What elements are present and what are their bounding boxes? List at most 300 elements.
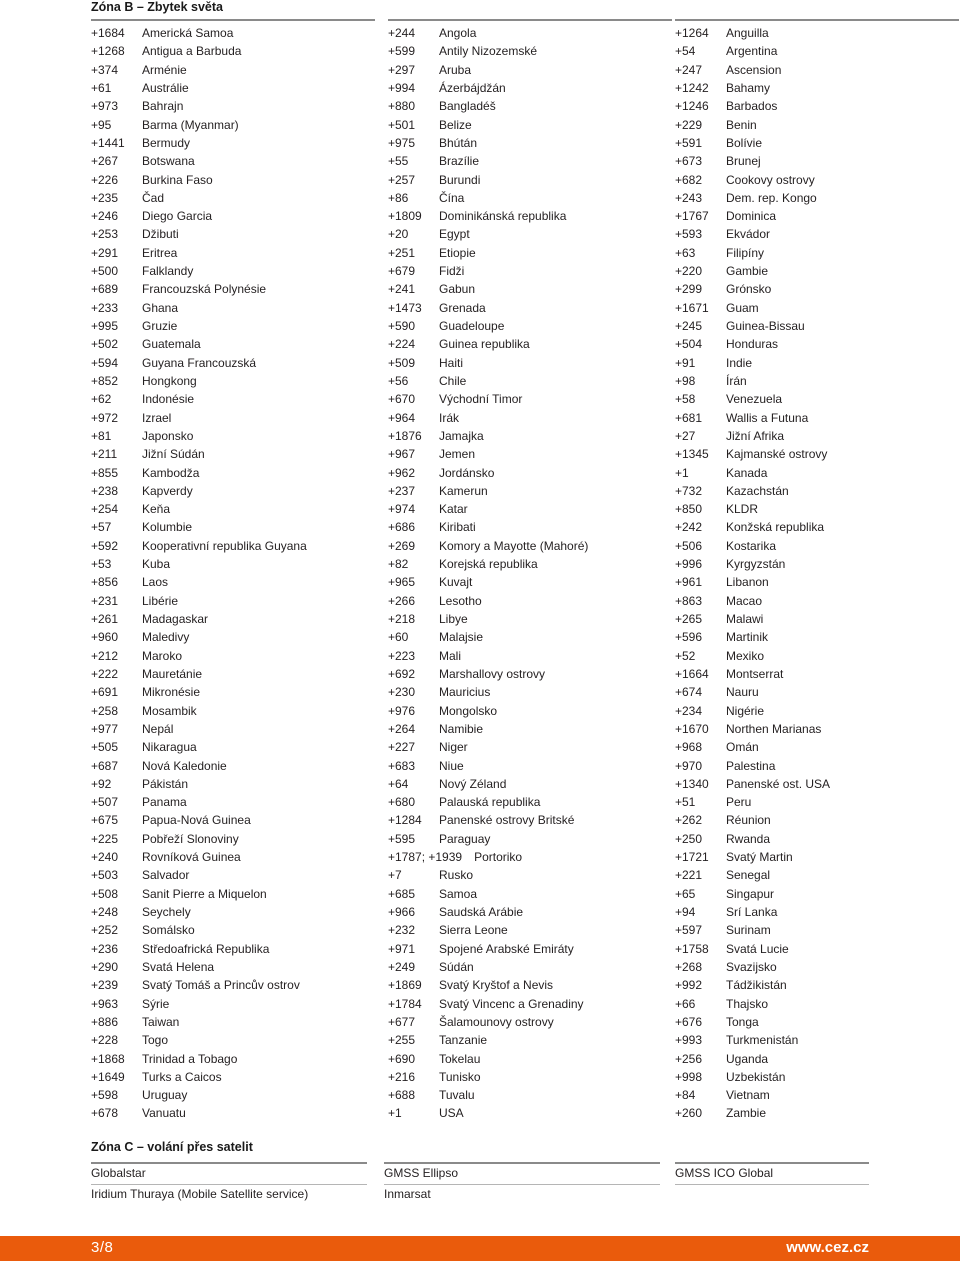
country-name: Východní Timor <box>439 392 523 407</box>
country-row <box>388 555 672 573</box>
country-row <box>675 1031 959 1049</box>
country-name: Mexiko <box>726 648 765 663</box>
country-row <box>91 335 375 353</box>
country-row <box>91 152 375 170</box>
country-row <box>91 647 375 665</box>
country-row <box>388 464 672 482</box>
country-name: Thajsko <box>726 996 769 1011</box>
country-name: Svazijsko <box>726 959 777 974</box>
country-name: Anguilla <box>726 26 769 40</box>
country-name: Turkmenistán <box>726 1033 799 1048</box>
country-row <box>388 738 672 756</box>
country-name: Svatý Kryštof a Nevis <box>439 978 554 993</box>
country-row <box>91 500 375 518</box>
country-row <box>388 537 672 555</box>
country-name: Grónsko <box>726 282 772 297</box>
dial-code: +1 <box>388 1106 402 1121</box>
dial-code: +251 <box>388 245 416 260</box>
dial-code: +63 <box>675 245 696 260</box>
country-name: Svatá Lucie <box>726 941 789 956</box>
country-row <box>388 610 672 628</box>
dial-code: +596 <box>675 630 703 645</box>
dial-code: +965 <box>388 575 416 590</box>
satellite-service: Globalstar <box>91 1166 146 1180</box>
country-row <box>91 811 375 829</box>
country-row <box>675 665 959 683</box>
zone-c-column-3 <box>675 1162 869 1185</box>
country-name: Bhútán <box>439 135 478 150</box>
dial-code: +252 <box>91 923 119 938</box>
dial-code: +237 <box>388 483 416 498</box>
dial-code: +992 <box>675 978 703 993</box>
dial-code: +880 <box>388 99 416 114</box>
country-name: Bermudy <box>142 135 191 150</box>
country-row <box>675 335 959 353</box>
country-row <box>675 445 959 463</box>
dial-code: +592 <box>91 538 119 553</box>
dial-code: +254 <box>91 502 119 517</box>
country-row <box>675 610 959 628</box>
country-name: Paraguay <box>439 831 491 846</box>
dial-code: +239 <box>91 978 119 993</box>
country-row <box>91 683 375 701</box>
dial-code: +84 <box>675 1088 696 1103</box>
country-name: Tokelau <box>439 1051 481 1066</box>
dial-code: +1473 <box>388 300 422 315</box>
country-row <box>675 24 959 42</box>
country-row <box>91 628 375 646</box>
country-row <box>675 995 959 1013</box>
country-name: Egypt <box>439 227 470 242</box>
zone-c-column-1 <box>91 1162 367 1204</box>
country-name: Etiopie <box>439 245 476 260</box>
dial-code: +507 <box>91 795 119 810</box>
country-name: Ázerbájdžán <box>439 80 506 95</box>
country-row <box>675 592 959 610</box>
country-name: Eritrea <box>142 245 178 260</box>
country-name: Nigérie <box>726 703 765 718</box>
country-row <box>675 354 959 372</box>
country-row <box>388 280 672 298</box>
country-name: Saudská Arábie <box>439 905 524 919</box>
country-name: Kiribati <box>439 520 476 535</box>
country-name: Dominikánská republika <box>439 209 567 224</box>
country-name: Kajmanské ostrovy <box>726 447 828 462</box>
country-name: Madagaskar <box>142 612 209 626</box>
dial-code: +65 <box>675 886 696 901</box>
country-row <box>675 738 959 756</box>
country-name: Fidži <box>439 264 465 279</box>
country-row <box>91 207 375 225</box>
country-row <box>675 189 959 207</box>
dial-code: +1684 <box>91 26 125 40</box>
page-number: 3/8 <box>91 1239 114 1256</box>
country-name: Barbados <box>726 99 778 114</box>
country-name: Marshallovy ostrovy <box>439 666 546 681</box>
country-row <box>675 537 959 555</box>
country-row <box>388 225 672 243</box>
country-row <box>91 1050 375 1068</box>
country-row <box>388 665 672 683</box>
country-row <box>675 1104 959 1122</box>
country-name: Pobřeží Slonoviny <box>142 831 239 846</box>
dial-code: +687 <box>91 758 119 773</box>
country-row <box>675 848 959 866</box>
country-name: Salvador <box>142 868 190 883</box>
dial-code: +1671 <box>675 300 709 315</box>
country-name: Trinidad a Tobago <box>142 1051 238 1066</box>
country-name: Guinea-Bissau <box>726 319 805 333</box>
country-row <box>675 299 959 317</box>
country-row <box>675 1068 959 1086</box>
country-name: Uruguay <box>142 1088 188 1103</box>
country-row <box>388 921 672 939</box>
country-name: Ascension <box>726 62 782 77</box>
dial-code: +995 <box>91 319 119 333</box>
dial-code: +260 <box>675 1106 703 1121</box>
country-row <box>675 757 959 775</box>
dial-code: +264 <box>388 721 416 736</box>
country-name: Komory a Mayotte (Mahoré) <box>439 538 589 553</box>
country-name: Panenské ostrovy Britské <box>439 813 575 828</box>
dial-code: +7 <box>388 868 402 883</box>
country-name: Kyrgyzstán <box>726 557 786 572</box>
dial-code: +269 <box>388 538 416 553</box>
dial-code: +266 <box>388 593 416 608</box>
country-name: Rovníková Guinea <box>142 850 241 865</box>
country-row <box>388 409 672 427</box>
dial-code: +27 <box>675 428 696 443</box>
country-row <box>91 757 375 775</box>
dial-code: +686 <box>388 520 416 535</box>
country-name: Nikaragua <box>142 740 197 755</box>
country-name: Mali <box>439 648 462 663</box>
dial-code: +56 <box>388 373 409 388</box>
country-name: Kuvajt <box>439 575 473 590</box>
country-row <box>91 1104 375 1122</box>
country-row <box>675 116 959 134</box>
dial-code: +674 <box>675 685 703 700</box>
country-row <box>675 409 959 427</box>
dial-code: +212 <box>91 648 119 663</box>
zone-c-title: Zóna C – volání přes satelit <box>91 1140 253 1154</box>
country-name: Libye <box>439 612 468 626</box>
country-row <box>675 885 959 903</box>
country-row <box>675 134 959 152</box>
country-name: Turks a Caicos <box>142 1069 222 1084</box>
dial-code: +230 <box>388 685 416 700</box>
country-row <box>675 940 959 958</box>
country-row <box>388 262 672 280</box>
country-name: Wallis a Futuna <box>726 410 809 425</box>
dial-code: +973 <box>91 99 119 114</box>
country-row <box>91 573 375 591</box>
country-name: Somálsko <box>142 923 195 938</box>
country-name: Jižní Súdán <box>142 447 205 462</box>
country-name: Palestina <box>726 758 776 773</box>
country-row <box>91 116 375 134</box>
country-row <box>675 372 959 390</box>
dial-code: +240 <box>91 850 119 865</box>
dial-code: +593 <box>675 227 703 242</box>
dial-code: +1809 <box>388 209 422 224</box>
country-name: Kamerun <box>439 483 488 498</box>
dial-code: +220 <box>675 264 703 279</box>
country-name: Arménie <box>142 62 187 77</box>
country-row <box>91 940 375 958</box>
country-row <box>91 244 375 262</box>
country-name: Džibuti <box>142 227 179 242</box>
country-row <box>388 116 672 134</box>
dial-code: +226 <box>91 172 119 187</box>
dial-code: +975 <box>388 135 416 150</box>
country-row <box>388 1104 672 1122</box>
zone-c-column-2 <box>384 1162 660 1204</box>
country-name: Kambodža <box>142 465 200 480</box>
dial-code: +1868 <box>91 1051 125 1066</box>
dial-code: +960 <box>91 630 119 645</box>
country-name: Irák <box>439 410 460 425</box>
dial-code: +732 <box>675 483 703 498</box>
country-row <box>388 1031 672 1049</box>
dial-code: +243 <box>675 190 703 205</box>
dial-code: +95 <box>91 117 112 132</box>
dial-code: +253 <box>91 227 119 242</box>
country-name: Réunion <box>726 813 771 828</box>
country-row <box>675 482 959 500</box>
country-name: Pákistán <box>142 776 189 791</box>
country-name: Nová Kaledonie <box>142 758 227 773</box>
dial-code: +505 <box>91 740 119 755</box>
dial-code: +62 <box>91 392 112 407</box>
dial-code: +964 <box>388 410 416 425</box>
country-name: Středoafrická Republika <box>142 941 270 956</box>
country-name: Tádžikistán <box>726 978 787 993</box>
dial-code: +1242 <box>675 80 709 95</box>
country-row <box>388 940 672 958</box>
dial-code: +961 <box>675 575 703 590</box>
dial-code: +222 <box>91 666 119 681</box>
country-name: Guadeloupe <box>439 319 505 333</box>
dial-code: +677 <box>388 1014 416 1029</box>
country-name: Belize <box>439 117 472 132</box>
dial-code: +291 <box>91 245 119 260</box>
country-name: Taiwan <box>142 1014 180 1029</box>
satellite-service: GMSS Ellipso <box>384 1166 459 1180</box>
country-name: Angola <box>439 26 477 40</box>
dial-code: +504 <box>675 337 703 352</box>
country-row <box>388 244 672 262</box>
country-row <box>388 390 672 408</box>
country-name: Surinam <box>726 923 771 938</box>
country-row <box>388 811 672 829</box>
dial-code: +675 <box>91 813 119 828</box>
country-row <box>388 97 672 115</box>
country-row <box>388 24 672 42</box>
country-row <box>91 885 375 903</box>
country-name: Libérie <box>142 593 179 608</box>
country-row <box>388 1068 672 1086</box>
country-row <box>388 445 672 463</box>
country-name: Portoriko <box>474 850 523 865</box>
country-row <box>388 207 672 225</box>
country-name: Svatá Helena <box>142 959 215 974</box>
country-name: Gruzie <box>142 319 178 333</box>
dial-code: +676 <box>675 1014 703 1029</box>
country-row <box>91 866 375 884</box>
dial-code: +1441 <box>91 135 125 150</box>
country-name: Bahrajn <box>142 99 184 114</box>
country-name: Brunej <box>726 154 761 169</box>
dial-code: +685 <box>388 886 416 901</box>
dial-code: +994 <box>388 80 416 95</box>
country-name: Palauská republika <box>439 795 541 810</box>
country-row <box>91 793 375 811</box>
country-row <box>91 610 375 628</box>
country-row <box>91 1068 375 1086</box>
country-name: Cookovy ostrovy <box>726 172 815 187</box>
country-name: Sanit Pierre a Miquelon <box>142 886 267 901</box>
country-name: Argentina <box>726 44 778 59</box>
country-name: Rwanda <box>726 831 771 846</box>
country-row <box>675 958 959 976</box>
country-name: Japonsko <box>142 428 194 443</box>
country-row <box>91 280 375 298</box>
dial-code: +211 <box>91 447 118 462</box>
country-name: Martinik <box>726 630 769 645</box>
dial-code: +247 <box>675 62 703 77</box>
country-row <box>675 61 959 79</box>
country-row <box>388 189 672 207</box>
dial-code: +256 <box>675 1051 703 1066</box>
dial-code: +60 <box>388 630 409 645</box>
dial-code: +224 <box>388 337 416 352</box>
country-name: Uganda <box>726 1051 769 1066</box>
country-name: Haiti <box>439 355 464 370</box>
country-name: Sierra Leone <box>439 923 508 938</box>
dial-code: +1767 <box>675 209 709 224</box>
dial-code: +54 <box>675 44 696 59</box>
dial-code: +52 <box>675 648 696 663</box>
dial-code: +81 <box>91 428 112 443</box>
country-row <box>675 903 959 921</box>
dial-code: +591 <box>675 135 703 150</box>
country-row <box>675 1086 959 1104</box>
country-name: Niger <box>439 740 468 755</box>
country-name: Kostarika <box>726 538 777 553</box>
country-name: Tuvalu <box>439 1088 475 1103</box>
dial-code: +216 <box>388 1069 416 1084</box>
dial-code: +235 <box>91 190 119 205</box>
country-name: Tanzanie <box>439 1033 488 1048</box>
country-name: Senegal <box>726 868 771 883</box>
country-name: Filipíny <box>726 245 765 260</box>
country-name: Jordánsko <box>439 465 495 480</box>
dial-code: +886 <box>91 1014 119 1029</box>
dial-code: +258 <box>91 703 119 718</box>
dial-code: +94 <box>675 905 696 919</box>
website-link[interactable]: www.cez.cz <box>786 1239 869 1256</box>
dial-code: +61 <box>91 80 112 95</box>
country-row <box>675 811 959 829</box>
country-name: Jižní Afrika <box>726 428 785 443</box>
country-row <box>675 42 959 60</box>
dial-code: +297 <box>388 62 416 77</box>
country-name: Honduras <box>726 337 779 352</box>
country-name: Chile <box>439 373 467 388</box>
country-name: Kazachstán <box>726 483 789 498</box>
dial-code: +688 <box>388 1088 416 1103</box>
country-name: Guam <box>726 300 759 315</box>
country-row <box>388 995 672 1013</box>
dial-code: +852 <box>91 373 119 388</box>
country-name: Kapverdy <box>142 483 193 498</box>
country-row <box>91 171 375 189</box>
country-row <box>675 921 959 939</box>
country-name: Guyana Francouzská <box>142 355 257 370</box>
country-name: Kuba <box>142 557 171 572</box>
country-row <box>91 555 375 573</box>
country-row <box>675 1050 959 1068</box>
dial-code: +673 <box>675 154 703 169</box>
dial-code: +968 <box>675 740 703 755</box>
dial-code: +594 <box>91 355 119 370</box>
dial-code: +1284 <box>388 813 422 828</box>
country-row <box>675 225 959 243</box>
country-name: Kooperativní republika Guyana <box>142 538 307 553</box>
country-row <box>388 775 672 793</box>
dial-code: +225 <box>91 831 119 846</box>
country-row <box>91 702 375 720</box>
country-name: Americká Samoa <box>142 26 234 40</box>
column-rule <box>91 19 375 21</box>
dial-code: +595 <box>388 831 416 846</box>
dial-code: +221 <box>675 868 703 883</box>
country-row <box>91 390 375 408</box>
dial-code: +238 <box>91 483 119 498</box>
country-row <box>91 1086 375 1104</box>
country-name: Gabun <box>439 282 476 297</box>
dial-code: +218 <box>388 612 416 626</box>
country-name: Northen Marianas <box>726 721 822 736</box>
country-row <box>675 317 959 335</box>
country-name: Diego Garcia <box>142 209 213 224</box>
country-row <box>91 592 375 610</box>
dial-code: +506 <box>675 538 703 553</box>
country-row <box>91 464 375 482</box>
dial-code: +374 <box>91 62 119 77</box>
dial-code: +501 <box>388 117 416 132</box>
dial-code: +670 <box>388 392 416 407</box>
country-row <box>388 482 672 500</box>
country-name: Zambie <box>726 1106 767 1121</box>
country-name: Panama <box>142 795 187 810</box>
country-row <box>388 757 672 775</box>
country-name: Dem. rep. Kongo <box>726 190 817 205</box>
satellite-service: Inmarsat <box>384 1186 431 1201</box>
dial-code: +974 <box>388 502 416 517</box>
country-row <box>91 79 375 97</box>
country-row <box>388 866 672 884</box>
dial-code: +64 <box>388 776 409 791</box>
dial-code: +855 <box>91 465 119 480</box>
dial-code: +265 <box>675 612 703 626</box>
country-name: Burkina Faso <box>142 172 213 187</box>
country-row <box>388 171 672 189</box>
dial-code: +977 <box>91 721 119 736</box>
country-name: Srí Lanka <box>726 905 778 919</box>
country-name: Seychely <box>142 905 191 919</box>
